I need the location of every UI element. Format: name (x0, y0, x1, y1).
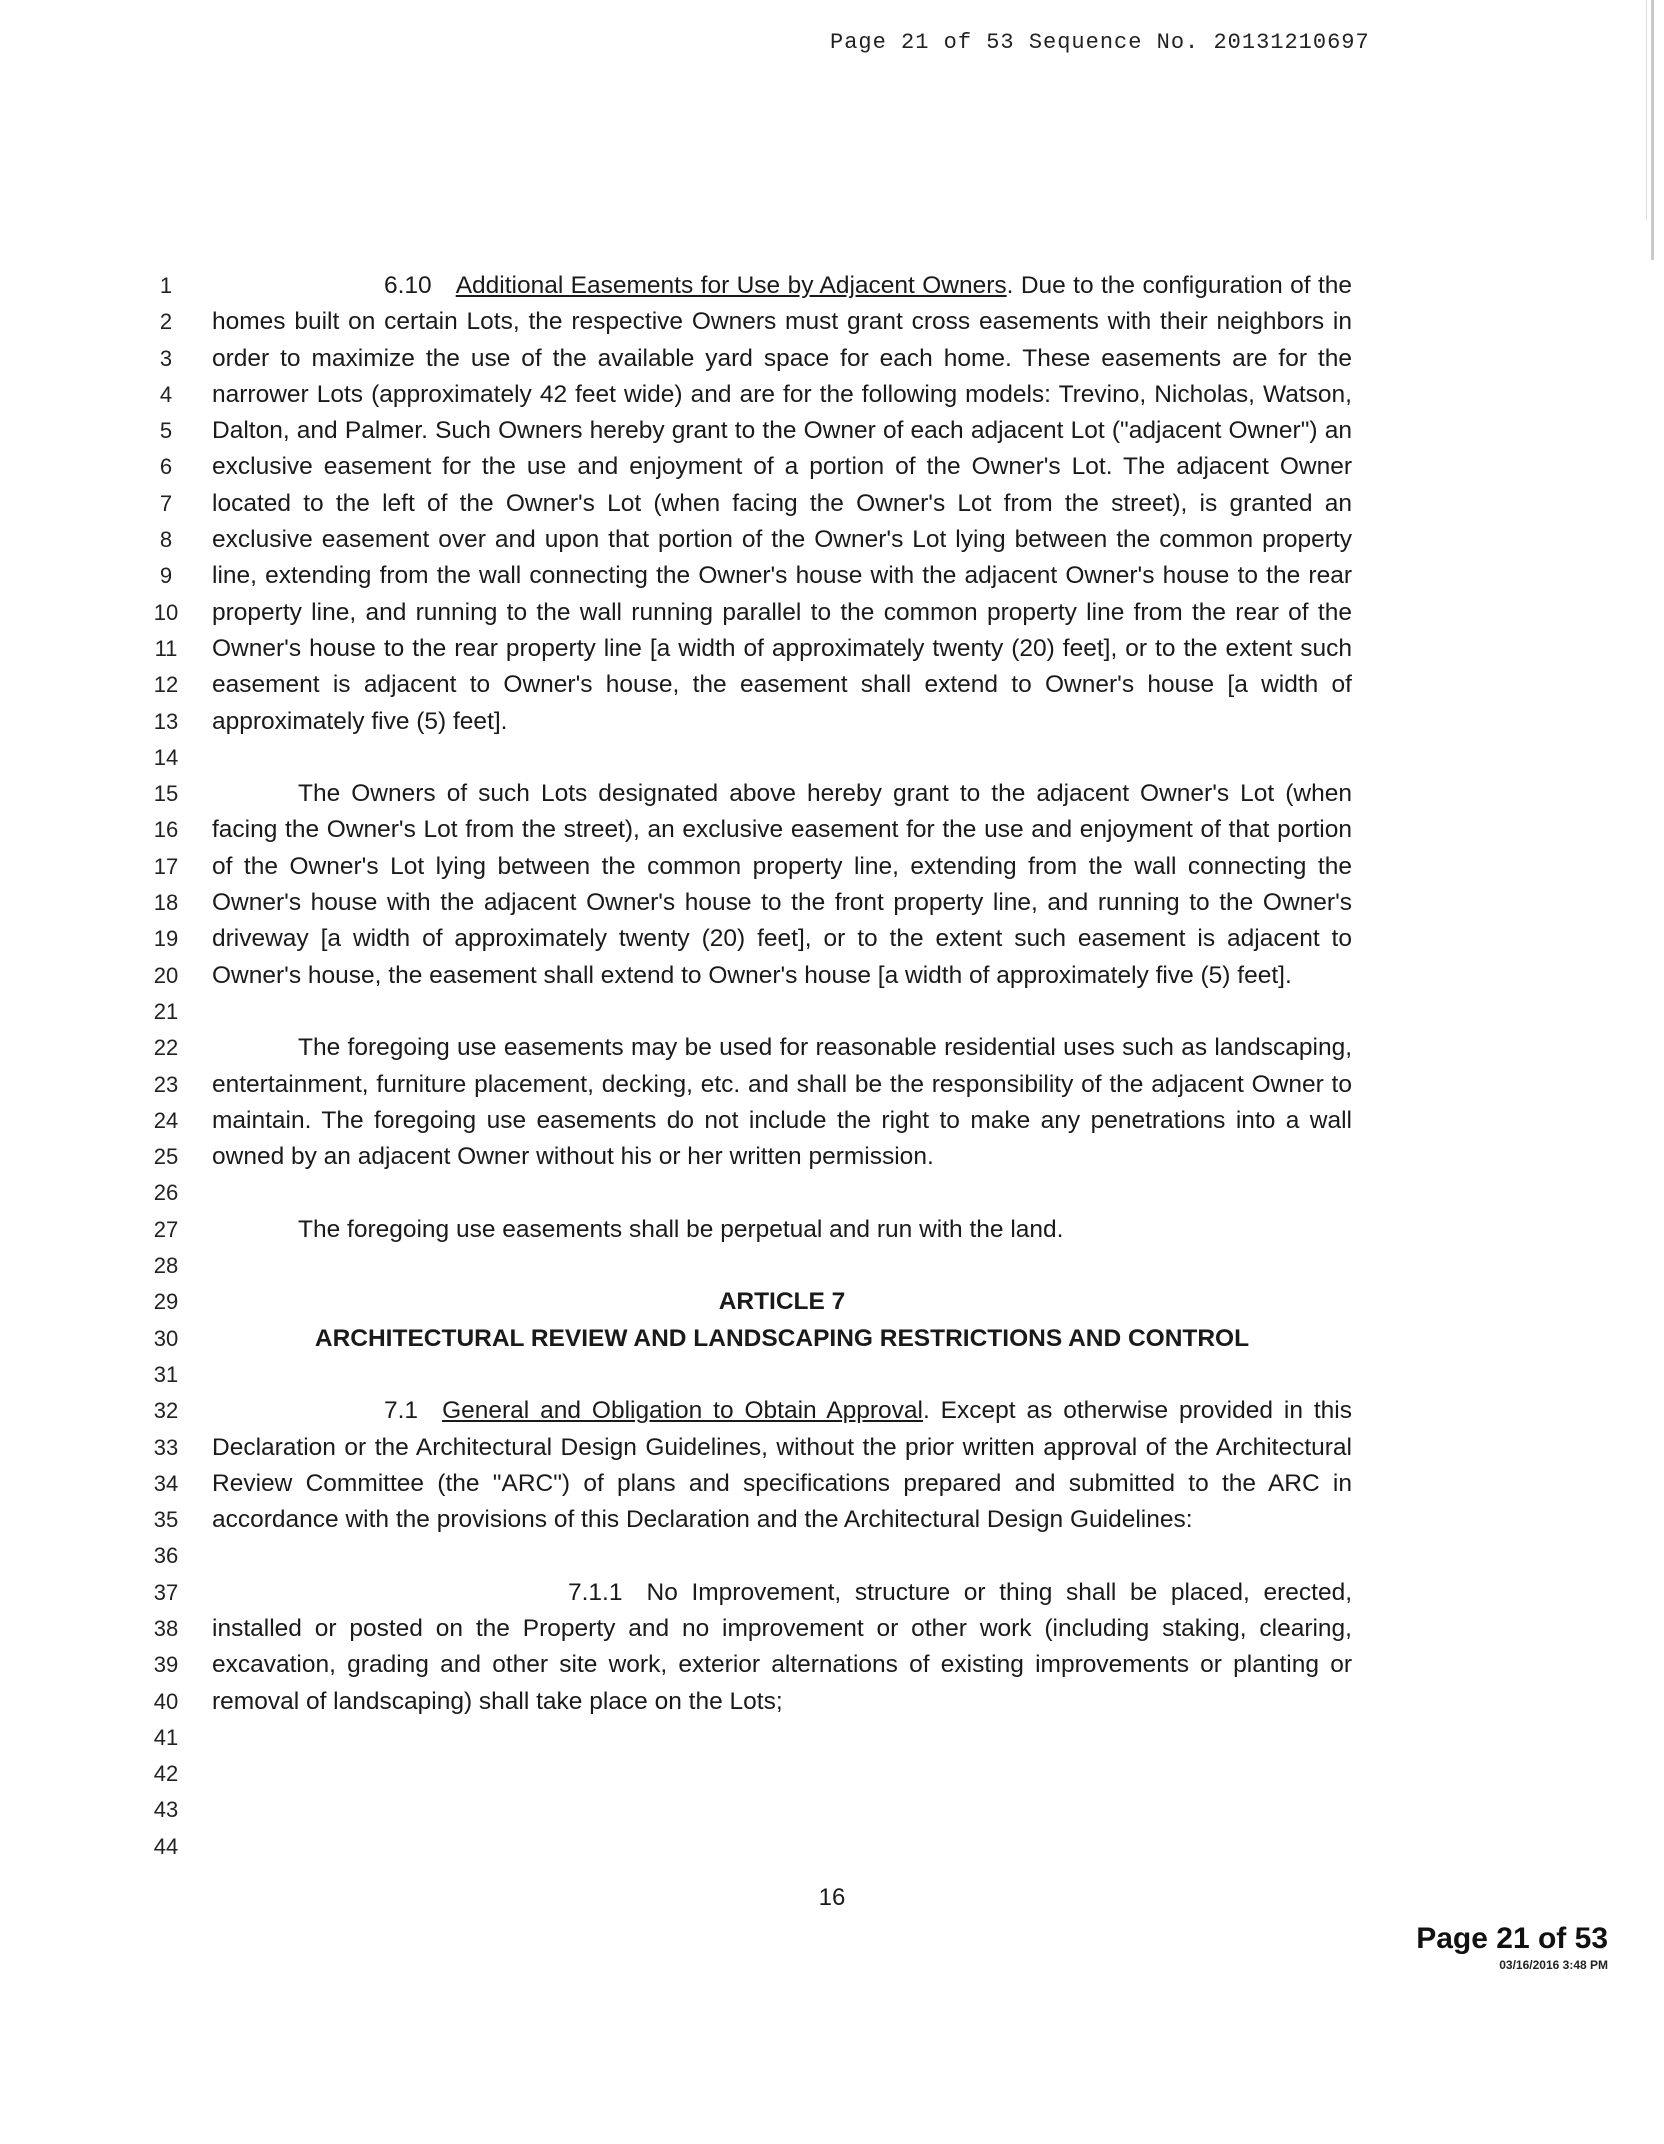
line-number: 10 (153, 599, 179, 625)
line-number: 41 (153, 1724, 179, 1750)
line-number: 17 (153, 853, 179, 879)
line-number: 23 (153, 1071, 179, 1097)
line-number-column (140, 268, 192, 1865)
line-number: 29 (153, 1289, 179, 1315)
line-number: 6 (159, 454, 173, 480)
section-text: . Except as otherwise provided in this Declaration or the Architectural Design Guidelines, without the prior written approval of the Architectural Review Committee (the "ARC") of plans and specifications prepared and submitted to the ARC in accordance with the provisions of this Declaration and the Architectural Design Guidelines: (212, 1397, 1352, 1534)
line-number: 13 (153, 708, 179, 734)
line-number: 5 (159, 418, 173, 444)
document-body (212, 268, 1352, 1756)
line-number: 43 (153, 1797, 179, 1823)
line-number: 31 (153, 1361, 179, 1387)
line-number: 9 (159, 563, 173, 589)
line-number: 20 (153, 962, 179, 988)
line-number: 19 (153, 926, 179, 952)
line-number: 1 (159, 273, 173, 298)
line-number: 12 (153, 672, 179, 698)
line-number: 27 (153, 1216, 179, 1242)
section-number: 6.10 (384, 272, 432, 299)
line-number: 22 (153, 1035, 179, 1061)
line-number: 42 (153, 1761, 179, 1787)
article-label: ARTICLE 7 (718, 1288, 846, 1316)
line-number: 4 (159, 381, 173, 407)
section-6-10 (212, 268, 1352, 740)
line-number: 34 (153, 1470, 179, 1496)
line-number: 32 (153, 1398, 179, 1424)
section-7-1-1 (212, 1575, 1352, 1720)
line-number: 8 (159, 527, 173, 553)
paragraph-front-easement: The Owners of such Lots designated above hereby grant to the adjacent Owner's Lot (when facing the Owner's Lot from the street), an exclusive easement for the use and enjoyment of that portion of the Owner's Lot lying between the common property line, extending from the wall connecting the Owner's house with the adjacent Owner's house to the front property line, and running to the Owner's driveway [a width of approximately twenty (20) feet], or to the extent such easement is adjacent to Owner's house, the easement shall extend to Owner's house [a width of approximately five (5) feet]. (212, 780, 1352, 989)
line-number: 35 (153, 1507, 179, 1533)
line-number: 33 (153, 1434, 179, 1460)
line-number: 38 (153, 1615, 179, 1641)
line-number: 26 (153, 1180, 179, 1206)
page-number: 16 (818, 1884, 846, 1911)
line-number: 37 (153, 1579, 179, 1605)
scan-edge-line-secondary (1646, 0, 1647, 220)
stamp-date: 03/16/2016 3:48 PM (1499, 1958, 1608, 1972)
stamp-page-count: Page 21 of 53 (1416, 1922, 1608, 1955)
section-heading: General and Obligation to Obtain Approval (442, 1397, 923, 1425)
line-number: 40 (153, 1688, 179, 1714)
section-number: 7.1.1 (568, 1578, 623, 1606)
line-number: 21 (153, 998, 179, 1024)
article-title: ARCHITECTURAL REVIEW AND LANDSCAPING RESTRICTIONS AND CONTROL (314, 1324, 1250, 1352)
line-number: 2 (159, 309, 173, 335)
section-7-1 (212, 1393, 1352, 1538)
line-number: 15 (153, 781, 179, 807)
line-number: 11 (154, 635, 178, 661)
section-number: 7.1 (384, 1397, 419, 1425)
section-text: No Improvement, structure or thing shall be placed, erected, installed or posted on the Property and no improvement or other work (including staking, clearing, excavation, grading and other site work, exterior alternations of existing improvements or planting or removal of landscaping) shall take place on the Lots; (212, 1578, 1352, 1715)
line-number: 36 (153, 1543, 179, 1569)
paragraph-use-easements: The foregoing use easements may be used for reasonable residential uses such as landscaping, entertainment, furniture placement, decking, etc. and shall be the responsibility of the adjacent Owner to maintain. The foregoing use easements do not include the right to make any penetrations into a wall owned by an adjacent Owner without his or her written permission. (212, 1034, 1352, 1171)
recording-stamp (1398, 1922, 1608, 1972)
line-number: 30 (153, 1325, 179, 1351)
line-number: 25 (153, 1144, 179, 1170)
line-number: 44 (153, 1833, 179, 1859)
line-number: 24 (153, 1107, 179, 1133)
section-heading: Additional Easements for Use by Adjacent Owners (455, 272, 1007, 299)
line-number: 16 (153, 817, 179, 843)
line-number: 18 (153, 890, 179, 916)
paragraph-perpetual: The foregoing use easements shall be perpetual and run with the land. (298, 1215, 1064, 1243)
line-number: 28 (153, 1253, 179, 1279)
line-number: 3 (159, 345, 173, 371)
line-number: 39 (153, 1652, 179, 1678)
line-number: 14 (153, 744, 179, 770)
line-number: 7 (159, 490, 173, 516)
section-text: . Due to the configuration of the homes built on certain Lots, the respective Owners must grant cross easements with their neighbors in order to maximize the use of the available yard space for each home. These easements are for the narrower Lots (approximately 42 feet wide) and are for the following models: Trevino, Nicholas, Watson, Dalton, and Palmer. Such Owners hereby grant to the Owner of each adjacent Lot ("adjacent Owner") an exclusive easement for the use and enjoyment of a portion of the Owner's Lot. The adjacent Owner located to the left of the Owner's Lot (when facing the Owner's Lot from the street), is granted an exclusive easement over and upon that portion of the Owner's Lot lying between the common property line, extending from the wall connecting the Owner's house with the adjacent Owner's house to the rear property line, and running to the wall running parallel to the common property line from the rear of the Owner's house to the rear property line [a width of approximately twenty (20) feet], or to the extent such easement is adjacent to Owner's house, the easement shall extend to Owner's house [a width of approximately five (5) feet]. (212, 272, 1352, 735)
scan-edge-line (1651, 0, 1654, 260)
sequence-header: Page 21 of 53 Sequence No. 20131210697 (830, 30, 1370, 55)
